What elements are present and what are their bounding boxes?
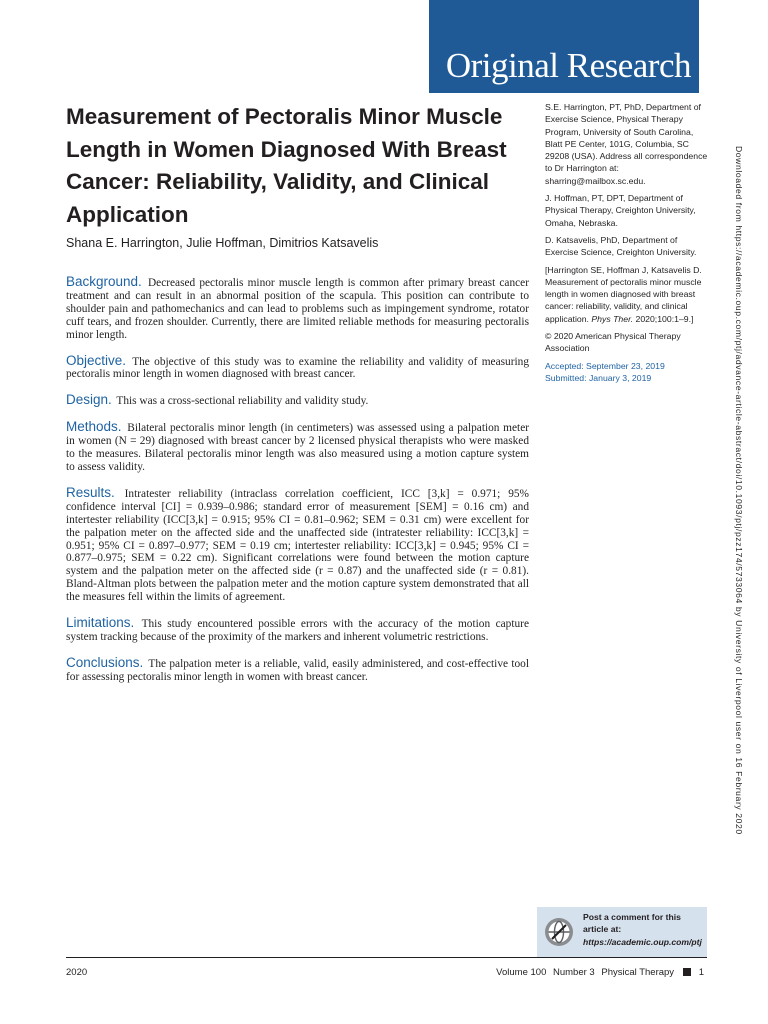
citation-end: 2020;100:1–9.] <box>635 313 694 324</box>
section-text: Intratester reliability (intraclass correlation coefficient, ICC [3,k] = 0.971; 95% confidence interval [CI] = 0.939–0.986; standard error of measurement [SEM] = 0.16 cm) and intertester reliability (ICC[3,k] = 0.915; 95% CI = 0.81–0.962; SEM = 0.31 cm) were excellent for the palpation meter on the affected side and the unaffected side (intratester reliability: ICC[3,k] = 0.951; 95% CI = 0.897–0.977; SEM = 0.19 cm; intertester reliability: ICC[3,k] = 0.945; 95% CI = 0.877–0.975; SEM = 0.22 cm). Significant correlations were found between the motion capture system and the palpation meter on the affected side (r = 0.87) and the unaffected side (r = 0.81). Bland-Altman plots between the palpation meter and the motion capture system demonstrated that all the measures fell within the limits of agreement. <box>66 487 529 604</box>
section-text: Bilateral pectoralis minor length (in centimeters) was assessed using a palpation meter in women (N = 29) diagnosed with breast cancer by 2 licensed physical therapists who were masked to the measures. Bilateral pectoralis minor length was also measured using a motion capture system to assess validity. <box>66 422 530 473</box>
section-heading: Limitations. <box>66 615 135 631</box>
footer-number: Number 3 <box>553 967 595 978</box>
footer-divider <box>66 957 707 958</box>
copyright: © 2020 American Physical Therapy Association <box>545 331 681 354</box>
comment-globe-icon <box>544 917 574 947</box>
section-heading: Methods. <box>66 419 122 435</box>
comment-line-1: Post a comment for this <box>583 912 681 922</box>
download-note: Downloaded from https://academic.oup.com/ptj/advance-article-abstract/doi/10.1093/ptj/pzz174/5733064 by University of Liverpool user on 16 February 2020 <box>734 146 744 835</box>
abstract-limitations <box>66 617 529 644</box>
affiliation-harrington: S.E. Harrington, PT, PhD, Department of Exercise Science, Physical Therapy Program, University of South Carolina, Blatt PE Center, 101G, Columbia, SC 29208 (USA). Address all correspondence to Dr Harrington at: sharring@mailbox.sc.edu. <box>545 102 708 186</box>
abstract-objective <box>66 352 529 382</box>
citation-text: [Harrington SE, Hoffman J, Katsavelis D. Measurement of pectoralis minor muscle length in women diagnosed with breast cancer: reliability, validity, and clinical application. <box>545 264 702 324</box>
square-icon <box>683 968 691 976</box>
comment-url-link[interactable]: https://academic.oup.com/ptj <box>583 936 702 947</box>
section-heading: Objective. <box>66 352 127 368</box>
footer-journal: Physical Therapy <box>601 967 675 978</box>
section-text: The objective of this study was to examine the reliability and validity of measuring pectoralis minor length in women diagnosed with breast cancer. <box>66 355 529 381</box>
affiliation-hoffman: J. Hoffman, PT, DPT, Department of Physical Therapy, Creighton University, Omaha, Nebraska. <box>545 193 696 228</box>
section-text: This study encountered possible errors with the accuracy of the motion capture system tracking because of the proximity of the markers and inherent volumetric restrictions. <box>66 618 529 643</box>
section-heading: Conclusions. <box>66 654 144 670</box>
footer-journal-info <box>492 967 704 978</box>
footer-year: 2020 <box>66 967 88 978</box>
download-note-container <box>734 146 750 876</box>
section-text: This was a cross-sectional reliability and validity study. <box>116 395 369 408</box>
footer-volume: Volume 100 <box>496 967 547 978</box>
author-list: Shana E. Harrington, Julie Hoffman, Dimitrios Katsavelis <box>66 236 379 250</box>
comment-text <box>583 911 703 948</box>
abstract-methods <box>66 421 529 474</box>
comment-box[interactable] <box>537 907 707 957</box>
section-text: The palpation meter is a reliable, valid, easily administered, and cost-effective tool for assessing pectoralis minor length in women with breast cancer. <box>66 657 529 683</box>
section-banner <box>429 0 699 93</box>
abstract <box>66 276 529 697</box>
abstract-design <box>66 394 529 408</box>
section-text: Decreased pectoralis minor muscle length is common after primary breast cancer treatment and can result in an abnormal position of the scapula. This position can contribute to shoulder pain and pathomechanics and can lead to problems such as impingement syndrome, rotator cuff tears, and frozen shoulder. Currently, there are limited reliable methods for measuring pectoralis minor length. <box>66 277 529 341</box>
banner-label: Original Research <box>445 46 691 85</box>
affiliation-katsavelis: D. Katsavelis, PhD, Department of Exercise Science, Creighton University. <box>545 234 697 258</box>
section-heading: Background. <box>66 274 142 289</box>
citation-journal: Phys Ther. <box>591 313 634 324</box>
submitted-date: Submitted: January 3, 2019 <box>545 372 652 383</box>
footer-page: 1 <box>698 967 704 978</box>
abstract-results <box>66 484 529 604</box>
abstract-background <box>66 276 529 342</box>
citation <box>545 264 708 325</box>
sidebar-info <box>545 101 708 384</box>
section-heading: Design. <box>66 392 112 408</box>
article-title: Measurement of Pectoralis Minor Muscle Length in Women Diagnosed With Breast Cancer: Reliability, Validity, and Clinical Application <box>66 104 507 227</box>
comment-line-2: article at: <box>583 924 622 935</box>
section-heading: Results. <box>66 484 115 500</box>
accepted-date: Accepted: September 23, 2019 <box>545 360 665 371</box>
abstract-conclusions <box>66 654 529 684</box>
